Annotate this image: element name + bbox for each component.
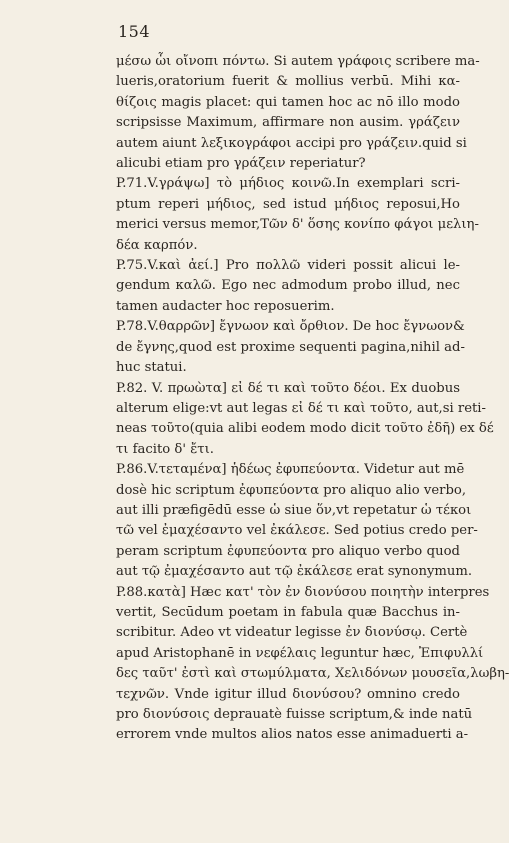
text-line: τῶ vel ἐμαχέσαντο vel ἐκάλεσε. Sed potius credo per- <box>116 523 478 539</box>
text-line: τεχνῶν. Vnde igitur illud διονύσου? omnino credo <box>116 686 460 702</box>
text-line: P.88.κατὰ] Hæc κατ' τὸν ἐν διονύσου ποιητὴν interpres <box>116 584 490 600</box>
text-line: δέα καρπόν. <box>116 237 198 253</box>
text-line: merici versus memor,Τῶν δ' ὅσης κονίπο φάγοι μελιη- <box>116 217 479 233</box>
text-line: P.75.V.καὶ ἀεί.] Pro πολλῶ videri possit alicui le- <box>116 258 460 274</box>
text-line: peram scriptum ἐφυπεύοντα pro aliquo verbo quod <box>116 543 460 559</box>
page-number: 154 <box>118 22 151 41</box>
text-line: alicubi etiam pro γράζειν reperiatur? <box>116 156 366 172</box>
text-line: pro διονύσοις deprauatè fuisse scriptum,& inde natū <box>116 707 473 722</box>
text-line: μέσω ὧι οἴνοπι πόντω. Si autem γράφοις scribere ma- <box>116 54 480 69</box>
text-line: δες ταῦτ' ἐστὶ καὶ στωμύλματα, Χελιδόνων μουσεῖα,λωβη- <box>116 666 509 682</box>
text-line: P.82. V. πρωὼτα] εἰ δέ τι καὶ τοῦτο δέοι. Ex duobus <box>116 380 460 396</box>
text-line: neas τοῦτο(quia alibi eodem modo dicit τοῦτο ἐδῆ) ex δέ <box>116 421 494 437</box>
text-line: aut τῷ ἐμαχέσαντο aut τῷ ἐκάλεσε erat synonymum. <box>116 564 473 580</box>
text-line: aut illi præfigēdū esse ὡ siue ὅν,vt repetatur ὡ τέκοι <box>116 502 472 518</box>
text-line: huc statui. <box>116 360 187 376</box>
text-line: P.78.V.θαρρῶν] ἔγνωον καὶ ὄρθιον. De hoc ἔγνωον& <box>116 319 465 335</box>
text-line: tamen audacter hoc reposuerim. <box>116 298 335 314</box>
body-text <box>116 52 509 746</box>
text-line: scripsisse Maximum, affirmare non ausim. γράζειν <box>116 115 460 131</box>
text-line: τι facito δ' ἔτι. <box>116 441 214 457</box>
text-line: apud Aristophanē in νεφέλαις leguntur hæc, Ἐπιφυλλί <box>116 645 484 661</box>
text-line: alterum elige:vt aut legas εἰ δέ τι καὶ τοῦτο, aut,si reti- <box>116 400 486 416</box>
text-line: vertit, Secūdum poetam in fabula quæ Bacchus in- <box>116 604 460 620</box>
text-line: P.71.V.γράψω] τὸ μήδιος κοινῶ.In exemplari scri- <box>116 176 460 192</box>
text-line: θίζοις magis placet: qui tamen hoc ac nō illo modo <box>116 94 460 110</box>
text-line: dosè hic scriptum ἐφυπεύοντα pro aliquo alio verbo, <box>116 482 467 498</box>
text-line: ptum reperi μήδιος, sed istud μήδιος reposui,Ho <box>116 196 460 212</box>
text-line: autem aiunt λεξικογράφοι accipi pro γράζειν.quid si <box>116 135 467 151</box>
text-line: lueris,oratorium fuerit & mollius verbū. Mihi κα- <box>116 74 460 90</box>
text-line: errorem vnde multos alios natos esse animaduerti a- <box>116 727 469 743</box>
text-line: de ἔγνης,quod est proxime sequenti pagina,nihil ad- <box>116 339 465 355</box>
text-line: scribitur. Adeo vt videatur legisse ἐν διονύσῳ. Certè <box>116 625 468 641</box>
text-line: P.86.V.τεταμένα] ἡδέως ἐφυπεύοντα. Videtur aut mē <box>116 462 465 478</box>
text-line: gendum καλῶ. Ego nec admodum probo illud, nec <box>116 278 460 294</box>
